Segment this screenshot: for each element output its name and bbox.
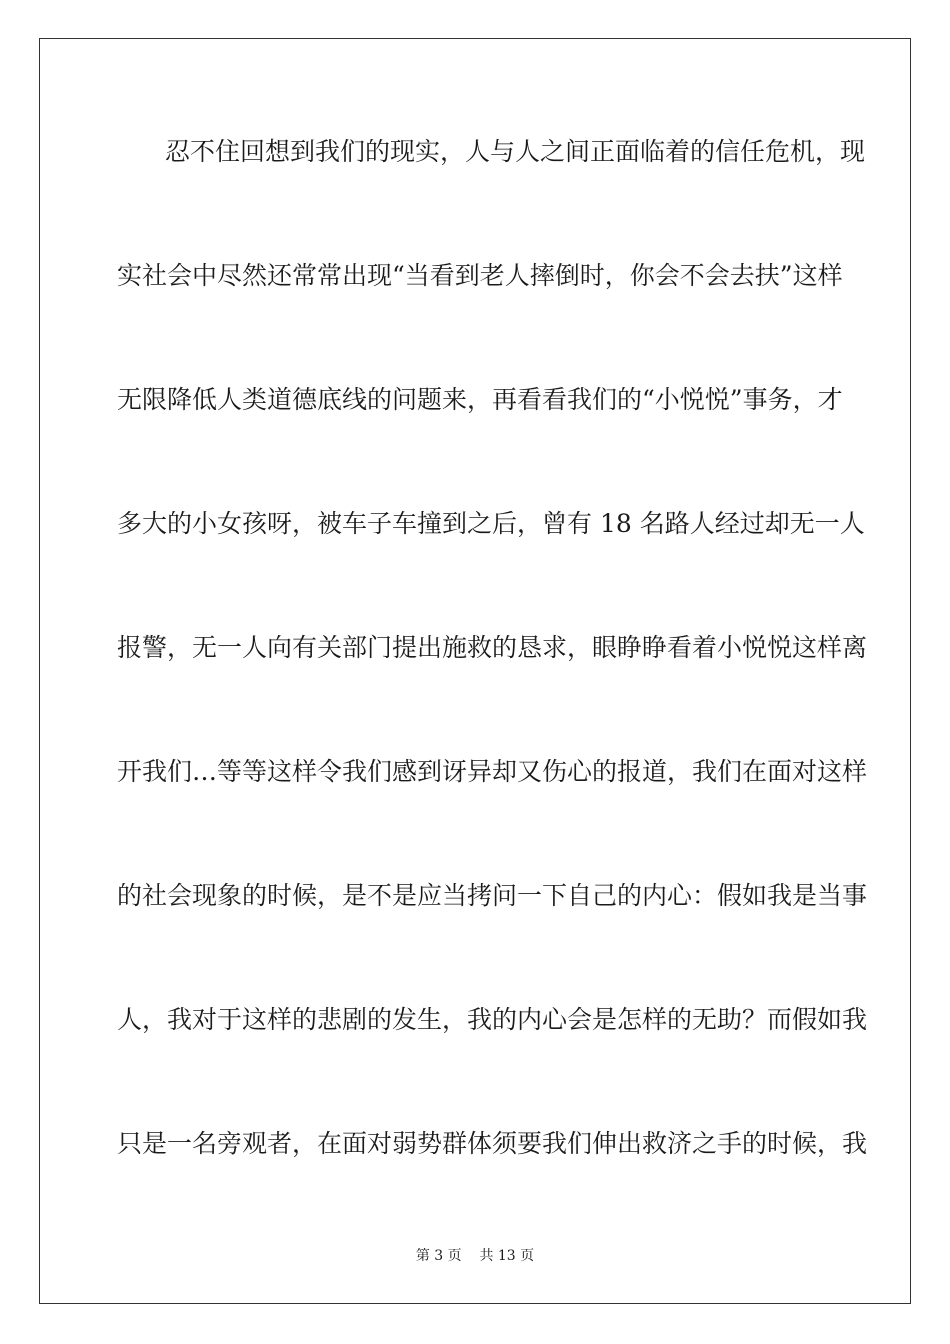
paragraph-line: 开我们…等等这样令我们感到讶异却又伤心的报道，我们在面对这样 [117, 757, 868, 786]
page-footer [0, 1247, 950, 1265]
paragraph-line: 报警，无一人向有关部门提出施救的恳求，眼睁睁看着小悦悦这样离 [117, 633, 868, 662]
paragraph-line: 忍不住回想到我们的现实，人与人之间正面临着的信任危机，现 [165, 137, 866, 166]
paragraph-line: 无限降低人类道德底线的问题来，再看看我们的“小悦悦”事务，才 [117, 385, 843, 414]
paragraph-line: 多大的小女孩呀，被车子车撞到之后，曾有 18 名路人经过却无一人 [117, 509, 865, 538]
paragraph-line: 只是一名旁观者，在面对弱势群体须要我们伸出救济之手的时候，我 [117, 1129, 868, 1158]
paragraph-line: 的社会现象的时候，是不是应当拷问一下自己的内心：假如我是当事 [117, 881, 868, 910]
page-number: 第 3 页 [415, 1248, 462, 1264]
paragraph-line: 实社会中尽然还常常出现“当看到老人摔倒时，你会不会去扶”这样 [117, 261, 843, 290]
paragraph-line: 人，我对于这样的悲剧的发生，我的内心会是怎样的无助？而假如我 [117, 1005, 868, 1034]
page-border [39, 38, 911, 1304]
total-pages: 共 13 页 [479, 1248, 535, 1264]
